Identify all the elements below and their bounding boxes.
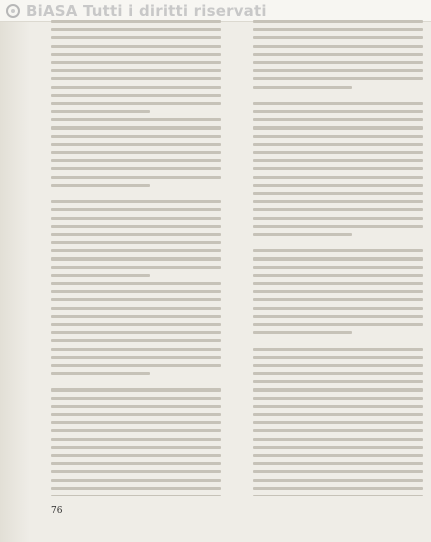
text-line [253,372,423,375]
text-line [253,454,423,457]
text-line [51,348,221,351]
text-line [51,94,221,97]
text-line [253,307,423,310]
text-line [253,167,423,170]
text-line [51,462,221,465]
text-line [253,184,423,187]
text-line [253,20,423,23]
right-text-column [253,20,423,496]
text-line [253,438,423,441]
text-line [51,364,221,367]
text-line [253,331,352,334]
text-line [253,110,423,113]
text-line [51,479,221,482]
text-line [253,257,423,260]
watermark-bar [0,0,431,22]
text-line [51,298,221,301]
text-line [253,348,423,351]
text-line [51,151,221,154]
text-line [253,405,423,408]
page-number: 76 [51,506,63,516]
text-line [253,217,423,220]
text-line [51,233,221,236]
text-line [51,159,221,162]
text-line [253,315,423,318]
text-line [51,290,221,293]
text-line [51,200,221,203]
text-line [51,184,150,187]
left-text-column [51,20,221,496]
text-line [51,307,221,310]
text-line [253,77,423,80]
left-column-lines [51,20,221,496]
text-line [51,167,221,170]
text-line [51,143,221,146]
text-line [253,69,423,72]
text-line [51,257,221,260]
text-line [51,20,221,23]
text-line [51,225,221,228]
text-line [51,356,221,359]
text-line [51,421,221,424]
text-line [253,86,352,89]
text-line [253,102,423,105]
text-line [253,151,423,154]
text-line [253,266,423,269]
text-line [51,249,221,252]
text-line [253,495,423,496]
text-line [253,446,423,449]
text-line [253,429,423,432]
text-line [51,331,221,334]
text-line [51,28,221,31]
text-line [253,233,352,236]
text-line [253,208,423,211]
text-line [253,421,423,424]
text-line [51,323,221,326]
paragraph-gap [253,241,423,249]
paragraph-gap [51,380,221,388]
text-line [51,470,221,473]
text-line [253,28,423,31]
text-line [51,77,221,80]
text-line [51,282,221,285]
paragraph-gap [51,192,221,200]
text-line [253,274,423,277]
text-line [253,249,423,252]
text-line [51,372,150,375]
paragraph-gap [253,339,423,347]
text-line [51,135,221,138]
text-line [253,470,423,473]
text-line [253,290,423,293]
text-line [51,69,221,72]
text-line [51,36,221,39]
text-line [253,356,423,359]
text-line [51,53,221,56]
text-line [253,298,423,301]
text-line [51,429,221,432]
gutter-shadow [0,22,30,542]
text-line [253,462,423,465]
text-line [253,118,423,121]
text-line [253,364,423,367]
text-line [253,380,423,383]
text-line [51,413,221,416]
text-line [253,45,423,48]
text-line [51,241,221,244]
biasa-logo-icon [6,4,20,18]
text-line [51,388,221,391]
text-line [253,388,423,391]
text-line [51,102,221,105]
text-line [253,53,423,56]
text-line [253,397,423,400]
text-line [51,118,221,121]
right-column-lines [253,20,423,496]
text-line [253,225,423,228]
text-line [51,45,221,48]
text-line [51,454,221,457]
text-line [253,143,423,146]
text-line [253,135,423,138]
text-line [51,397,221,400]
paragraph-gap [253,94,423,102]
text-line [253,200,423,203]
text-line [253,159,423,162]
text-line [51,315,221,318]
text-line [253,176,423,179]
text-line [51,495,221,496]
text-line [51,176,221,179]
text-line [253,126,423,129]
text-line [51,266,221,269]
text-line [51,208,221,211]
text-line [51,126,221,129]
text-line [51,339,221,342]
watermark-text: BiASA Tutti i diritti riservati [26,1,267,20]
text-line [51,405,221,408]
text-line [253,36,423,39]
text-line [253,282,423,285]
text-line [51,438,221,441]
text-line [51,217,221,220]
text-line [51,61,221,64]
text-line [253,413,423,416]
text-line [253,479,423,482]
text-line [51,86,221,89]
text-line [253,192,423,195]
text-line [51,110,150,113]
text-line [253,61,423,64]
text-line [253,323,423,326]
text-line [51,274,150,277]
text-line [253,487,423,490]
text-line [51,446,221,449]
text-line [51,487,221,490]
